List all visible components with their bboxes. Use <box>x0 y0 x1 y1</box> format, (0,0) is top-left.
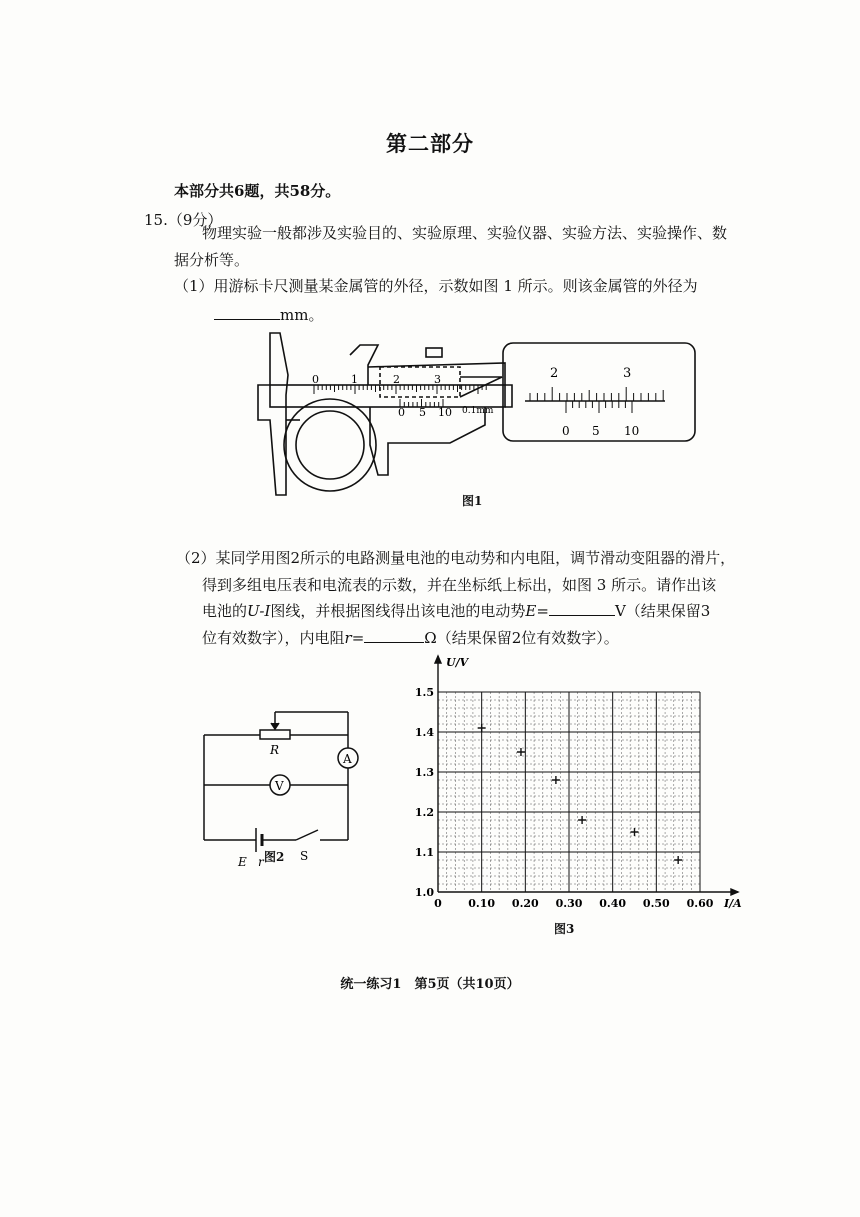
label-E: E <box>238 855 247 869</box>
data-point <box>517 748 525 756</box>
rheostat-symbol <box>260 730 290 739</box>
vernier-label-10: 10 <box>438 406 452 419</box>
part2-line4 <box>202 625 619 652</box>
data-point <box>631 828 639 836</box>
x-tick-label: 0.30 <box>555 897 583 910</box>
answer-blank-diameter[interactable] <box>214 305 280 320</box>
part2-line3-eq: = <box>536 602 549 620</box>
part2-line2: 得到多组电压表和电流表的示数，并在坐标纸上标出，如图 3 所示。请作出该 <box>202 576 717 594</box>
part2-emf-symbol: E <box>525 602 537 620</box>
figure1-caption: 图1 <box>462 494 483 508</box>
zoom-vernier-label-10: 10 <box>624 424 640 438</box>
y-tick-label: 1.1 <box>414 846 434 859</box>
part2-line3-a: 电池的 <box>202 602 248 620</box>
y-tick-label: 1.0 <box>414 886 434 899</box>
question-intro-line1: 物理实验一般都涉及实验目的、实验原理、实验仪器、实验方法、实验操作、数 <box>202 224 728 242</box>
main-scale-label-3: 3 <box>434 373 441 386</box>
x-axis-label: I/A <box>724 897 742 910</box>
zoom-main-label-2: 2 <box>550 366 559 381</box>
figure2-caption: 图2 <box>264 850 285 864</box>
figure1-caliper <box>250 325 700 500</box>
page-title: 第二部分 <box>386 131 474 156</box>
data-point <box>552 776 560 784</box>
x-tick-label: 0.40 <box>599 897 627 910</box>
x-tick-label: 0 <box>434 897 442 910</box>
page-footer: 统一练习1 第5页（共10页） <box>340 977 520 992</box>
answer-blank-resistance[interactable] <box>364 628 424 643</box>
part2-line1: （2）某同学用图2所示的电路测量电池的电动势和内电阻，调节滑动变阻器的滑片， <box>176 549 736 567</box>
x-tick-label: 0.50 <box>642 897 670 910</box>
main-scale-label-1: 1 <box>351 373 358 386</box>
switch-symbol <box>296 830 318 840</box>
data-point <box>674 856 682 864</box>
part1-unit: mm。 <box>280 306 324 324</box>
part2-line4-a: 位有效数字），内电阻 <box>202 629 345 647</box>
y-tick-label: 1.4 <box>414 726 434 739</box>
x-tick-label: 0.60 <box>686 897 714 910</box>
zoom-vernier-label-5: 5 <box>592 424 600 438</box>
label-A: A <box>343 752 352 766</box>
y-tick-label: 1.3 <box>414 766 434 779</box>
question-intro-line2: 据分析等。 <box>174 251 250 269</box>
label-r: r <box>258 855 264 869</box>
label-V: V <box>275 779 284 793</box>
part2-line4-eq: = <box>351 629 365 647</box>
part2-line3 <box>202 598 710 625</box>
part1-text: （1）用游标卡尺测量某金属管的外径，示数如图 1 所示。则该金属管的外径为 <box>174 277 698 295</box>
x-tick-label: 0.10 <box>468 897 496 910</box>
y-tick-label: 1.2 <box>414 806 434 819</box>
zoom-vernier-label-0: 0 <box>562 424 570 438</box>
y-axis-arrow <box>435 656 441 663</box>
main-scale-label-0: 0 <box>312 373 319 386</box>
label-R: R <box>270 743 280 757</box>
figure3-ui-chart <box>400 652 750 920</box>
main-scale-label-2: 2 <box>393 373 400 386</box>
section-intro: 本部分共6题，共58分。 <box>174 182 341 200</box>
vernier-label-5: 5 <box>419 406 426 419</box>
part2-line4-d: Ω（结果保留2位有效数字）。 <box>424 629 619 647</box>
zoom-main-label-3: 3 <box>623 366 632 381</box>
answer-blank-emf[interactable] <box>549 601 615 616</box>
data-point <box>578 816 586 824</box>
data-point <box>478 724 486 732</box>
y-tick-label: 1.5 <box>414 686 434 699</box>
vernier-label-0: 0 <box>398 406 405 419</box>
part2-line3-f: V（结果保留3 <box>614 602 711 620</box>
part2-line3-c: 图线，并根据图线得出该电池的电动势 <box>270 602 526 620</box>
figure3-caption: 图3 <box>554 922 575 936</box>
part2-ui-term: U-I <box>247 602 271 620</box>
label-S: S <box>300 849 309 863</box>
y-axis-label: U/V <box>446 656 469 669</box>
x-axis-arrow <box>731 889 738 895</box>
x-tick-label: 0.20 <box>511 897 539 910</box>
question-number: 15.（9分） <box>144 211 223 229</box>
precision-label: 0.1mm <box>462 406 494 416</box>
part2-r-symbol: r <box>344 629 352 647</box>
